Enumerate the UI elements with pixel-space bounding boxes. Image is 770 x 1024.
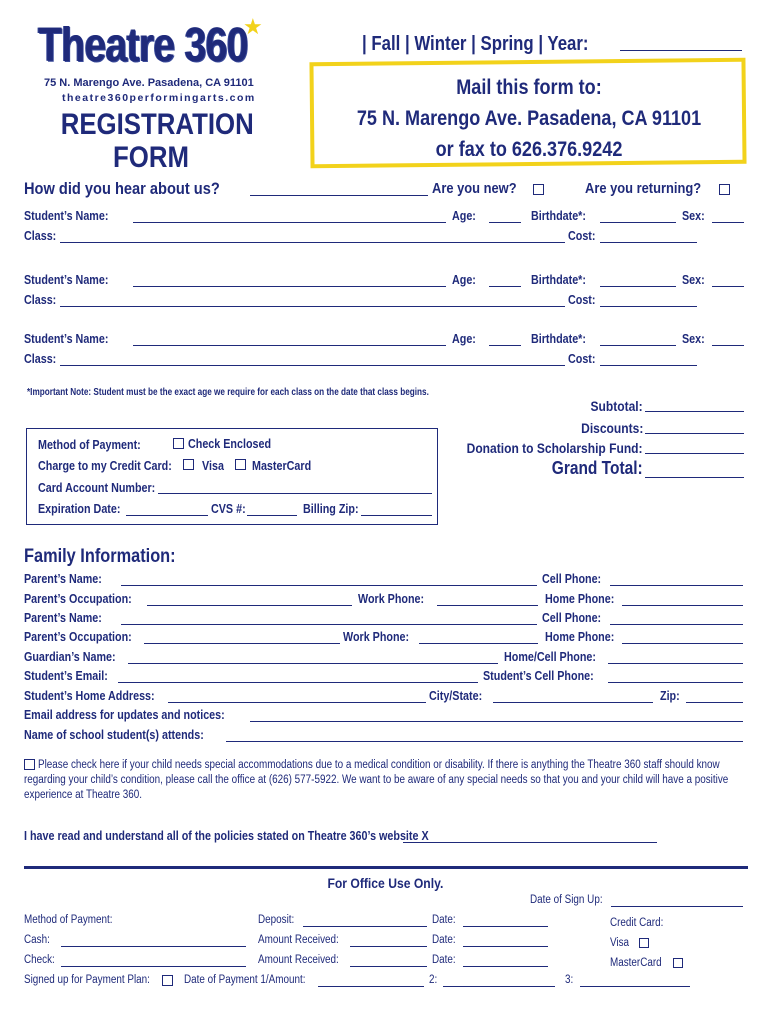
age-label: Age: (452, 209, 476, 223)
office-heading-text: For Office Use Only. (327, 876, 443, 891)
mail-info (316, 72, 742, 165)
mail-line2: 75 N. Marengo Ave. Pasadena, CA 91101 (356, 107, 702, 130)
discounts-field[interactable] (645, 433, 744, 434)
age-label: Age: (452, 273, 476, 287)
age-field[interactable] (489, 222, 521, 223)
payment-3-label: 3: (565, 974, 574, 986)
amount-received-field[interactable] (350, 966, 427, 967)
office-mastercard-checkbox[interactable] (673, 958, 683, 968)
mastercard-checkbox[interactable] (235, 459, 246, 470)
cash-label: Cash: (24, 934, 50, 946)
work-phone-label: Work Phone: (358, 592, 425, 606)
cost-field[interactable] (600, 242, 697, 243)
home-phone-field[interactable] (622, 643, 743, 644)
donation-label: Donation to Scholarship Fund: (467, 440, 643, 456)
age-label: Age: (452, 332, 476, 346)
credit-card-label: Credit Card: (610, 917, 664, 929)
policy-statement: I have read and understand all of the policies stated on Theatre 360’s website X (24, 829, 429, 843)
new-checkbox[interactable] (533, 184, 544, 195)
amount-received-field[interactable] (350, 946, 427, 947)
cash-field[interactable] (61, 946, 246, 947)
card-number-field[interactable] (158, 493, 432, 494)
office-mastercard-label: MasterCard (610, 957, 662, 969)
parent-occupation-field[interactable] (144, 643, 340, 644)
zip-label: Zip: (660, 689, 680, 703)
student-name-field[interactable] (133, 222, 446, 223)
office-method-label: Method of Payment: (24, 914, 113, 926)
work-phone-label: Work Phone: (343, 630, 410, 644)
payment-method-label: Method of Payment: (38, 438, 141, 452)
parent-name-label: Parent’s Name: (24, 572, 102, 586)
work-phone-field[interactable] (419, 643, 538, 644)
age-field[interactable] (489, 345, 521, 346)
class-label: Class: (24, 352, 57, 366)
guardian-name-label: Guardian’s Name: (24, 650, 116, 664)
student-name-label: Student’s Name: (24, 209, 109, 223)
payment-2-field[interactable] (443, 986, 555, 987)
returning-label: Are you returning? (585, 180, 702, 197)
office-heading (0, 876, 770, 891)
sex-label: Sex: (682, 209, 705, 223)
date-signup-label: Date of Sign Up: (530, 894, 603, 906)
deposit-field[interactable] (303, 926, 427, 927)
mastercard-label: MasterCard (252, 459, 312, 473)
city-state-label: City/State: (429, 689, 483, 703)
parent-name-field[interactable] (121, 624, 537, 625)
header-address: 75 N. Marengo Ave. Pasadena, CA 91101 (44, 77, 254, 89)
form-title-line1: REGISTRATION (60, 108, 254, 141)
birthdate-label: Birthdate*: (531, 273, 586, 287)
check-enclosed-checkbox[interactable] (173, 438, 184, 449)
card-number-label: Card Account Number: (38, 481, 156, 495)
student-email-field[interactable] (118, 682, 478, 683)
student-cell-label: Student’s Cell Phone: (483, 669, 594, 683)
office-check-field[interactable] (61, 966, 246, 967)
sex-field[interactable] (712, 286, 744, 287)
new-label: Are you new? (432, 180, 517, 197)
accommodations-text-line1: Please check here if your child needs special accommodations due to a medical condition or disability. If there is anything the Theatre 360 staff should know (38, 759, 720, 771)
class-label: Class: (24, 293, 57, 307)
office-visa-checkbox[interactable] (639, 938, 649, 948)
visa-checkbox[interactable] (183, 459, 194, 470)
student-name-label: Student’s Name: (24, 332, 109, 346)
home-cell-phone-field[interactable] (608, 663, 743, 664)
important-note: *Important Note: Student must be the exact age we require for each class on the date that class begins. (27, 386, 429, 398)
subtotal-field[interactable] (645, 411, 744, 412)
class-field[interactable] (60, 242, 565, 243)
donation-field[interactable] (645, 453, 744, 454)
birthdate-field[interactable] (600, 222, 676, 223)
mail-line1: Mail this form to: (456, 76, 602, 99)
cost-field[interactable] (600, 306, 697, 307)
home-phone-field[interactable] (622, 605, 743, 606)
birthdate-label: Birthdate*: (531, 332, 586, 346)
year-field[interactable] (620, 50, 742, 51)
hear-about-label: How did you hear about us? (24, 179, 220, 198)
expiration-label: Expiration Date: (38, 502, 121, 516)
email-updates-field[interactable] (250, 721, 743, 722)
cell-phone-label: Cell Phone: (542, 611, 602, 625)
home-phone-label: Home Phone: (545, 592, 615, 606)
mail-line3: or fax to 626.376.9242 (435, 138, 623, 161)
grand-total-field[interactable] (645, 477, 744, 478)
grand-total-label: Grand Total: (552, 458, 643, 478)
charge-card-label: Charge to my Credit Card: (38, 459, 172, 473)
class-label: Class: (24, 229, 57, 243)
parent-occupation-field[interactable] (147, 605, 352, 606)
sex-label: Sex: (682, 332, 705, 346)
accommodations-text-line2: regarding your child’s condition, please call the office at (626) 577-5922. We want to be aware of any special needs so that you and your child will have a positive (24, 774, 729, 786)
billing-zip-field[interactable] (361, 515, 432, 516)
school-label: Name of school student(s) attends: (24, 728, 204, 742)
student-cell-field[interactable] (608, 682, 743, 683)
age-field[interactable] (489, 286, 521, 287)
class-field[interactable] (60, 365, 565, 366)
student-name-field[interactable] (133, 286, 446, 287)
payment-plan-label: Signed up for Payment Plan: (24, 974, 150, 986)
parent-occupation-label: Parent’s Occupation: (24, 592, 132, 606)
parent-occupation-label: Parent’s Occupation: (24, 630, 132, 644)
payment-2-label: 2: (429, 974, 438, 986)
cell-phone-label: Cell Phone: (542, 572, 602, 586)
form-title (46, 108, 256, 174)
cost-field[interactable] (600, 365, 697, 366)
city-state-field[interactable] (493, 702, 653, 703)
cost-label: Cost: (568, 293, 596, 307)
visa-label: Visa (202, 459, 224, 473)
student-name-field[interactable] (133, 345, 446, 346)
cvs-field[interactable] (247, 515, 297, 516)
office-date-field[interactable] (463, 946, 548, 947)
office-date-field[interactable] (463, 926, 548, 927)
amount-received-label: Amount Received: (258, 954, 339, 966)
home-cell-phone-label: Home/Cell Phone: (504, 650, 596, 664)
office-date-label: Date: (432, 954, 456, 966)
office-date-label: Date: (432, 934, 456, 946)
zip-field[interactable] (686, 702, 743, 703)
office-date-field[interactable] (463, 966, 548, 967)
sex-field[interactable] (712, 222, 744, 223)
deposit-label: Deposit: (258, 914, 295, 926)
work-phone-field[interactable] (437, 605, 538, 606)
cell-phone-field[interactable] (610, 624, 743, 625)
student-name-label: Student’s Name: (24, 273, 109, 287)
cell-phone-field[interactable] (610, 585, 743, 586)
birthdate-field[interactable] (600, 286, 676, 287)
theatre-360-logo: Theatre 360 (38, 19, 248, 72)
expiration-field[interactable] (126, 515, 208, 516)
payment-1-field[interactable] (318, 986, 424, 987)
home-address-label: Student’s Home Address: (24, 689, 155, 703)
parent-name-label: Parent’s Name: (24, 611, 102, 625)
hear-about-field[interactable] (250, 195, 428, 196)
amount-received-label: Amount Received: (258, 934, 339, 946)
policy-signature-field[interactable] (403, 842, 657, 843)
office-date-label: Date: (432, 914, 456, 926)
student-email-label: Student’s Email: (24, 669, 108, 683)
subtotal-label: Subtotal: (590, 398, 643, 414)
guardian-name-field[interactable] (128, 663, 498, 664)
parent-name-field[interactable] (121, 585, 537, 586)
office-divider (24, 866, 748, 869)
home-phone-label: Home Phone: (545, 630, 615, 644)
school-field[interactable] (226, 741, 743, 742)
header-website: theatre360performingarts.com (62, 92, 256, 104)
billing-zip-label: Billing Zip: (303, 502, 359, 516)
payment-3-field[interactable] (580, 986, 690, 987)
family-heading: Family Information: (24, 546, 176, 567)
office-visa-label: Visa (610, 937, 630, 949)
season-label: | Fall | Winter | Spring | Year: (362, 33, 589, 55)
home-address-field[interactable] (168, 702, 426, 703)
cvs-label: CVS #: (211, 502, 246, 516)
cost-label: Cost: (568, 229, 596, 243)
sex-field[interactable] (712, 345, 744, 346)
star-icon: ★ (243, 14, 263, 39)
birthdate-field[interactable] (600, 345, 676, 346)
check-enclosed-label: Check Enclosed (188, 437, 272, 451)
office-check-label: Check: (24, 954, 55, 966)
discounts-label: Discounts: (580, 420, 643, 436)
sex-label: Sex: (682, 273, 705, 287)
date-payment-label: Date of Payment 1/Amount: (184, 974, 306, 986)
class-field[interactable] (60, 306, 565, 307)
returning-checkbox[interactable] (719, 184, 730, 195)
cost-label: Cost: (568, 352, 596, 366)
date-signup-field[interactable] (611, 906, 743, 907)
birthdate-label: Birthdate*: (531, 209, 586, 223)
accommodations-text-line3: experience at Theatre 360. (24, 789, 143, 801)
accommodations-checkbox[interactable] (24, 759, 35, 770)
payment-plan-checkbox[interactable] (162, 975, 173, 986)
form-title-line2: FORM (113, 141, 189, 174)
email-updates-label: Email address for updates and notices: (24, 708, 225, 722)
